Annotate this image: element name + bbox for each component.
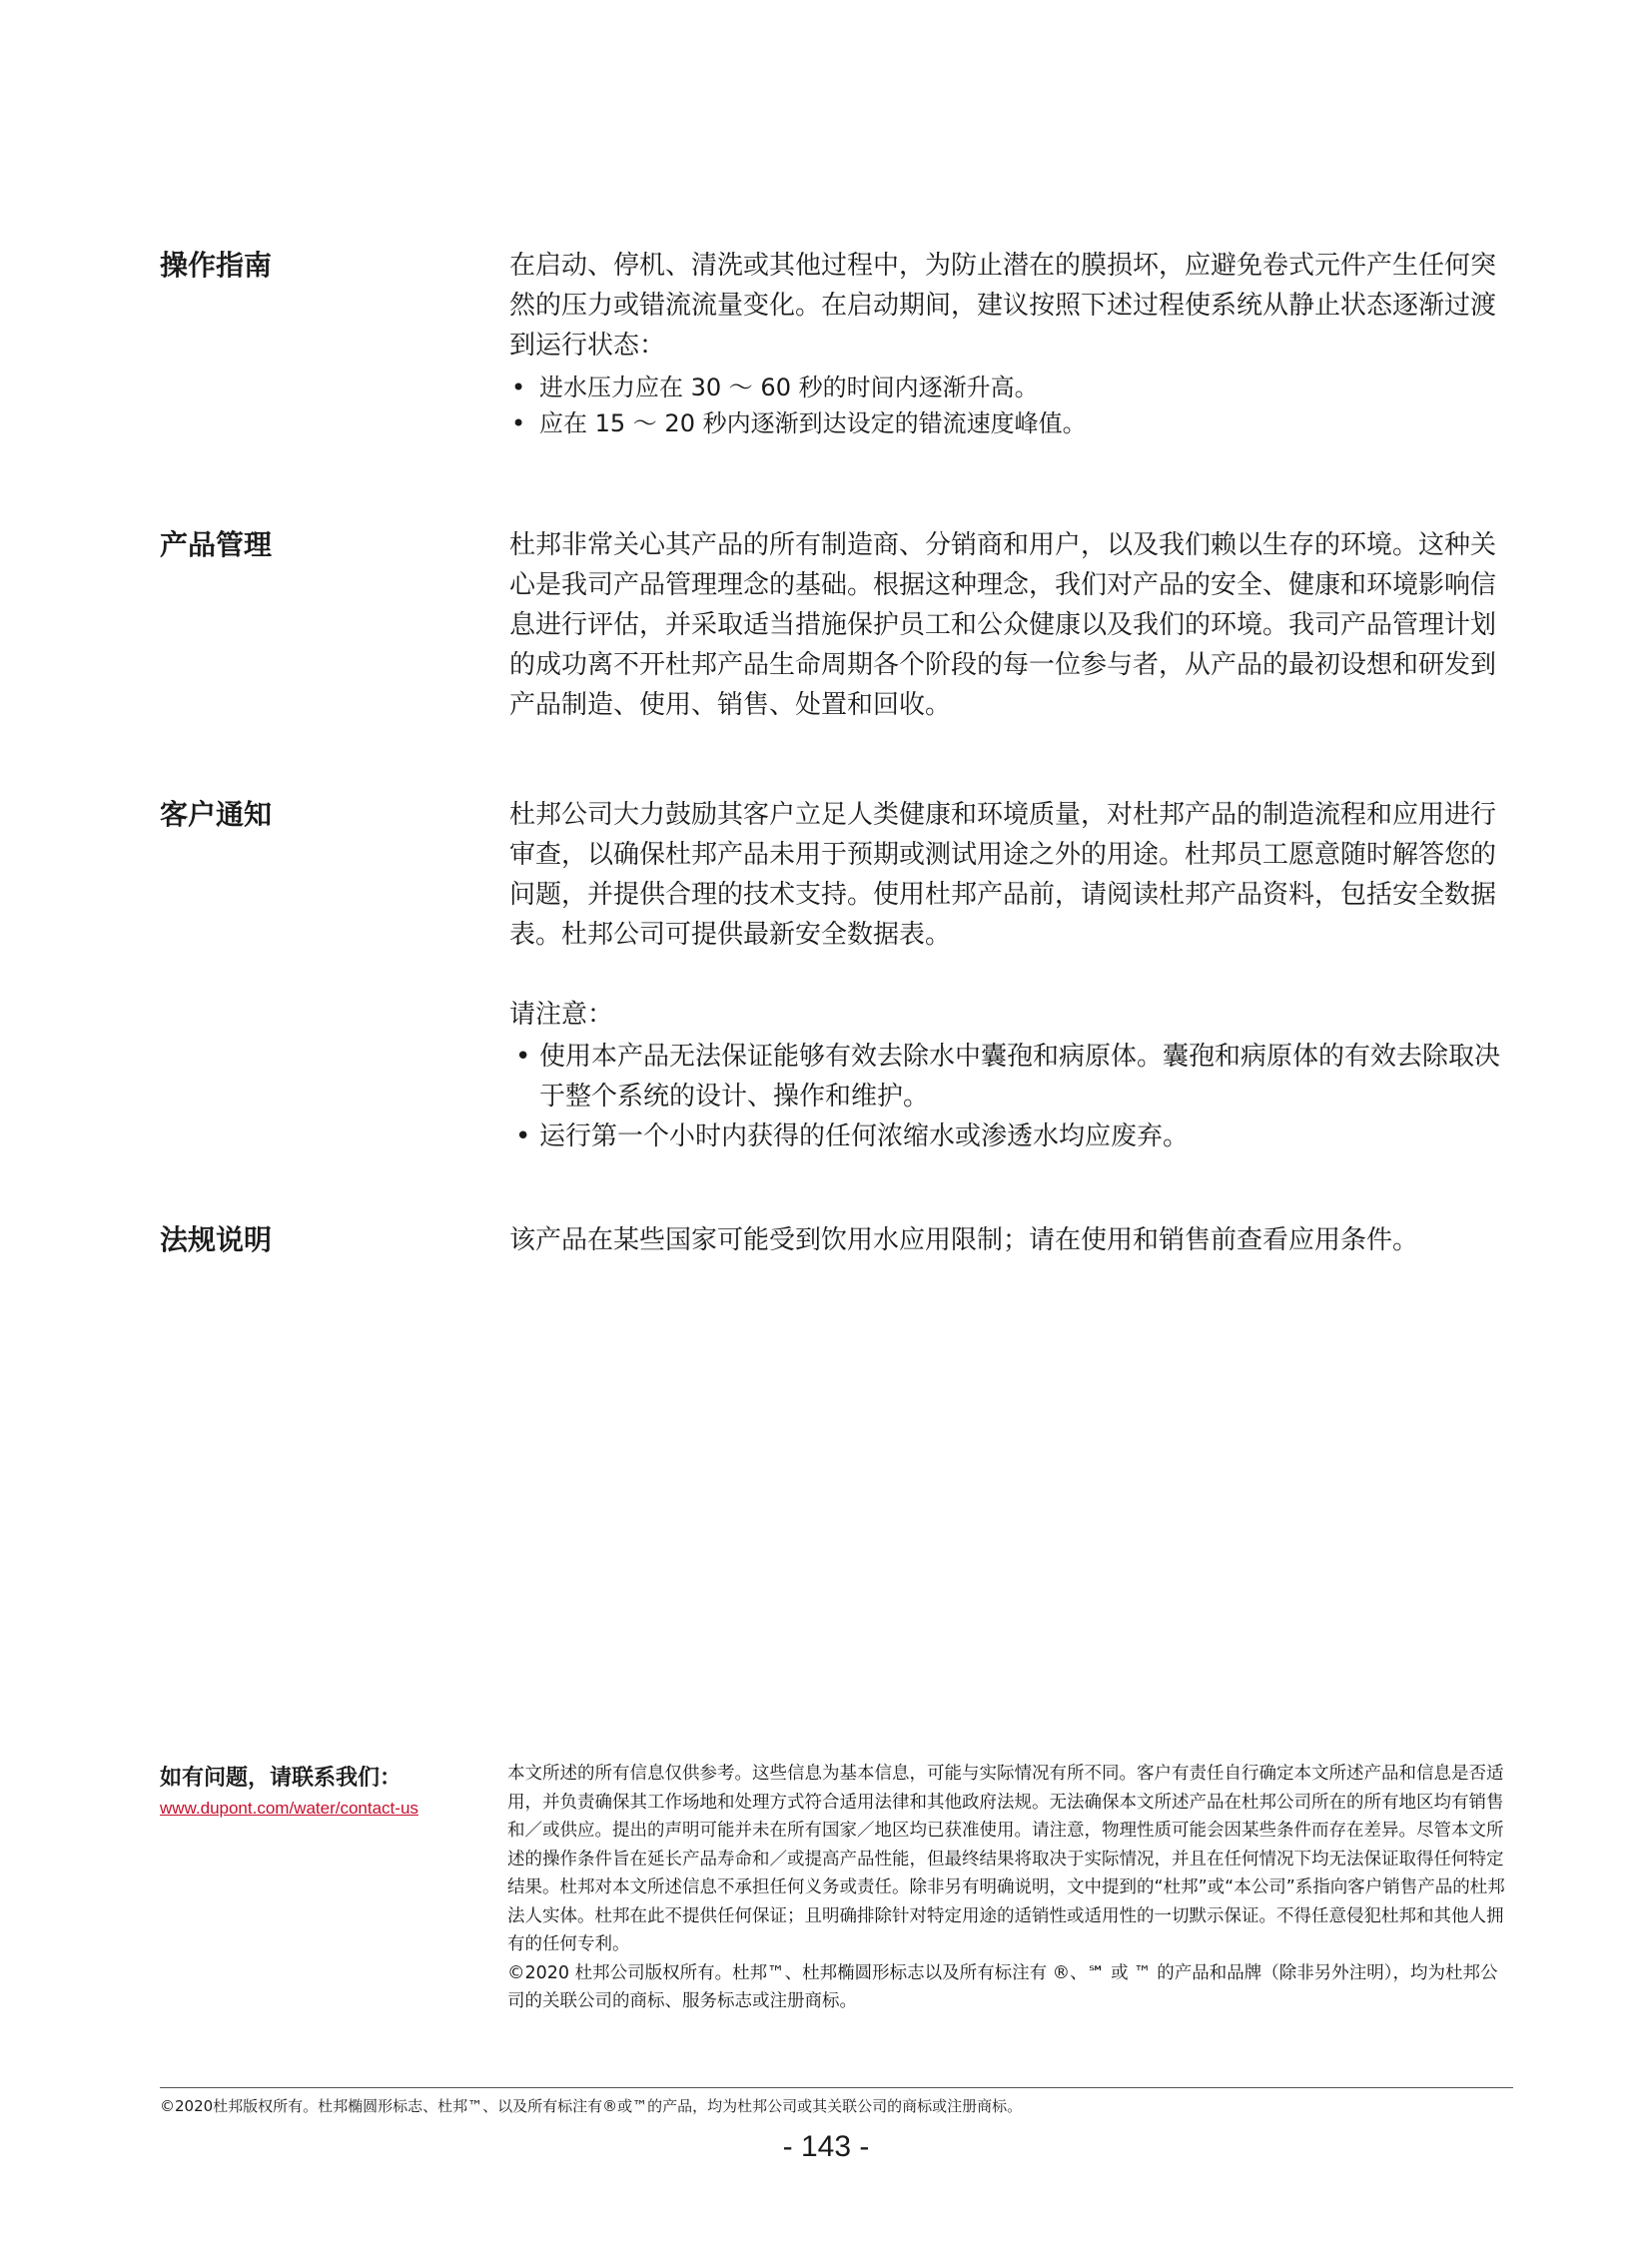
disclaimer-text: 本文所述的所有信息仅供参考。这些信息为基本信息，可能与实际情况有所不同。客户有责任自行确定本文所述产品和信息是否适用，并负责确保其工作场地和处理方式符合适用法律和其他政府法规。无法确保本文所述产品在杜邦公司所在的所有地区均有销售和／或供应。提出的声明可能并未在所有国家／地区均已获准使用。请注意，物理性质可能会因某些条件而存在差异。尽管本文所述的操作条件旨在延长产品寿命和／或提高产品性能，但最终结果将取决于实际情况，并且在任何情况下均无法保证取得任何特定结果。杜邦对本文所述信息不承担任何义务或责任。除非另有明确说明，文中提到的“杜邦”或“本公司”系指向客户销售产品的杜邦法人实体。杜邦在此不提供任何保证；且明确排除针对特定用途的适销性或适用性的一切默示保证。不得任意侵犯杜邦和其他人拥有的任何专利。 [507,1764,1505,1954]
section-body-operation [509,246,1518,441]
operation-paragraph: 在启动、停机、清洗或其他过程中，为防止潜在的膜损坏，应避免卷式元件产生任何突然的压力或错流流量变化。在启动期间，建议按照下述过程使系统从静止状态逐渐过渡到运行状态： [509,251,1497,361]
section-body-customer-notice [509,795,1518,1156]
section-body-regulatory [509,1220,1518,1260]
page-number: - 143 - [782,2130,870,2163]
stewardship-paragraph: 杜邦非常关心其产品的所有制造商、分销商和用户，以及我们赖以生存的环境。这种关心是我司产品管理理念的基础。根据这种理念，我们对产品的安全、健康和环境影响信息进行评估，并采取适当措施保护员工和公众健康以及我们的环境。我司产品管理计划的成功离不开杜邦产品生命周期各个阶段的每一位参与者，从产品的最初设想和研发到产品制造、使用、销售、处置和回收。 [509,530,1497,720]
section-title-stewardship: 产品管理 [160,528,273,561]
bullet-icon: • [515,1121,531,1151]
section-title-regulatory: 法规说明 [160,1223,273,1256]
contact-block [160,1763,479,1823]
contact-link[interactable]: www.dupont.com/water/contact-us [160,1799,418,1818]
list-item: • 进水压力应在 30 ～ 60 秒的时间内逐渐升高。 [509,370,1518,405]
bullet-icon: • [515,1042,531,1072]
contact-label: 如有问题，请联系我们： [160,1766,403,1791]
disclaimer-copyright: ©2020 杜邦公司版权所有。杜邦™、杜邦椭圆形标志以及所有标注有 ®、℠ 或 ™ 的产品和品牌（除非另外注明），均为杜邦公司的关联公司的商标、服务标志或注册商标。 [507,1962,1498,2011]
list-item: • 运行第一个小时内获得的任何浓缩水或渗透水均应废弃。 [509,1117,1518,1156]
customer-paragraph: 杜邦公司大力鼓励其客户立足人类健康和环境质量，对杜邦产品的制造流程和应用进行审查，以确保杜邦产品未用于预期或测试用途之外的用途。杜邦员工愿意随时解答您的问题，并提供合理的技术支持。使用杜邦产品前，请阅读杜邦产品资料，包括安全数据表。杜邦公司可提供最新安全数据表。 [509,800,1497,950]
section-title-operation: 操作指南 [160,249,273,282]
list-item: • 使用本产品无法保证能够有效去除水中囊孢和病原体。囊孢和病原体的有效去除取决于整个系统的设计、操作和维护。 [509,1037,1518,1117]
section-title-customer-notice: 客户通知 [160,798,273,831]
disclaimer-block [507,1760,1511,2016]
note-list [509,1037,1518,1156]
note-label: 请注意： [509,1000,614,1030]
regulatory-paragraph: 该产品在某些国家可能受到饮用水应用限制；请在使用和销售前查看应用条件。 [509,1225,1419,1255]
footer-divider [160,2087,1513,2088]
bullet-icon: • [511,374,526,401]
section-body-stewardship [509,525,1518,725]
footer-copyright: ©2020杜邦版权所有。杜邦椭圆形标志、杜邦™、以及所有标注有®或™的产品，均为杜邦公司或其关联公司的商标或注册商标。 [160,2097,1023,2115]
operation-bullet-list [509,370,1518,441]
bullet-icon: • [511,409,526,437]
list-item: • 应在 15 ～ 20 秒内逐渐到达设定的错流速度峰值。 [509,405,1518,441]
